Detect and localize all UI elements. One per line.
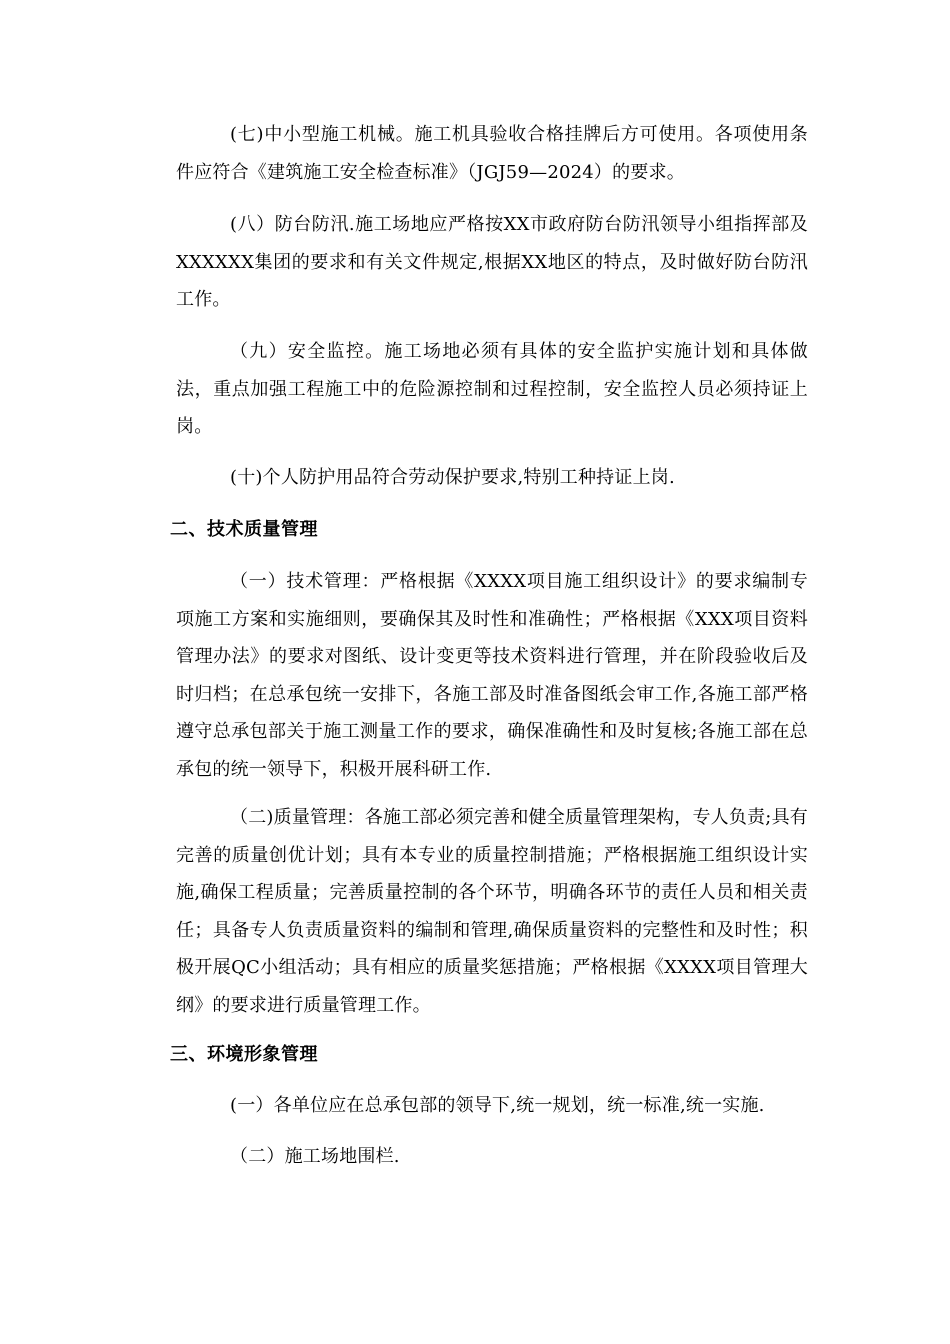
paragraph-quality-management: （二)质量管理：各施工部必须完善和健全质量管理架构，专人负责;具有完善的质量创优计划；具有本专业的质量控制措施；严格根据施工组织设计实施,确保工程质量；完善质量控制的各个环节，明确各环节的责任人员和相关责任；具备专人负责质量资料的编制和管理,确保质量资料的完整性和及时性；积极开展QC小组活动；具有相应的质量奖惩措施；严格根据《XXXX项目管理大纲》的要求进行质量管理工作。 (176, 807, 808, 1016)
paragraph-machinery: (七)中小型施工机械。施工机具验收合格挂牌后方可使用。各项使用条件应符合《建筑施工安全检查标准》（JGJ59—2024）的要求。 (176, 124, 808, 183)
paragraph-technical-management: （一）技术管理：严格根据《XXXX项目施工组织设计》的要求编制专项施工方案和实施细则，要确保其及时性和准确性；严格根据《XXX项目资料管理办法》的要求对图纸、设计变更等技术资料进行管理，并在阶段验收后及时归档；在总承包统一安排下，各施工部及时准备图纸会审工作,各施工部严格遵守总承包部关于施工测量工作的要求，确保准确性和及时复核;各施工部在总承包的统一领导下，积极开展科研工作. (176, 571, 808, 780)
paragraph-unified-planning: (一）各单位应在总承包部的领导下,统一规划，统一标准,统一实施. (230, 1095, 765, 1116)
paragraph-safety-monitoring: （九）安全监控。施工场地必须有具体的安全监护实施计划和具体做法，重点加强工程施工中的危险源控制和过程控制，安全监控人员必须持证上岗。 (176, 341, 808, 437)
paragraph-typhoon-flood: (八）防台防汛.施工场地应严格按XX市政府防台防汛领导小组指挥部及XXXXXX集团的要求和有关文件规定,根据XX地区的特点，及时做好防台防汛工作。 (176, 214, 808, 310)
paragraph-protective-equipment: (十)个人防护用品符合劳动保护要求,特别工种持证上岗. (230, 467, 675, 488)
paragraph-site-fence: （二）施工场地围栏. (230, 1146, 400, 1167)
section-heading-environment-image: 三、环境形象管理 (170, 1044, 318, 1065)
section-heading-technical-quality: 二、技术质量管理 (170, 519, 318, 540)
